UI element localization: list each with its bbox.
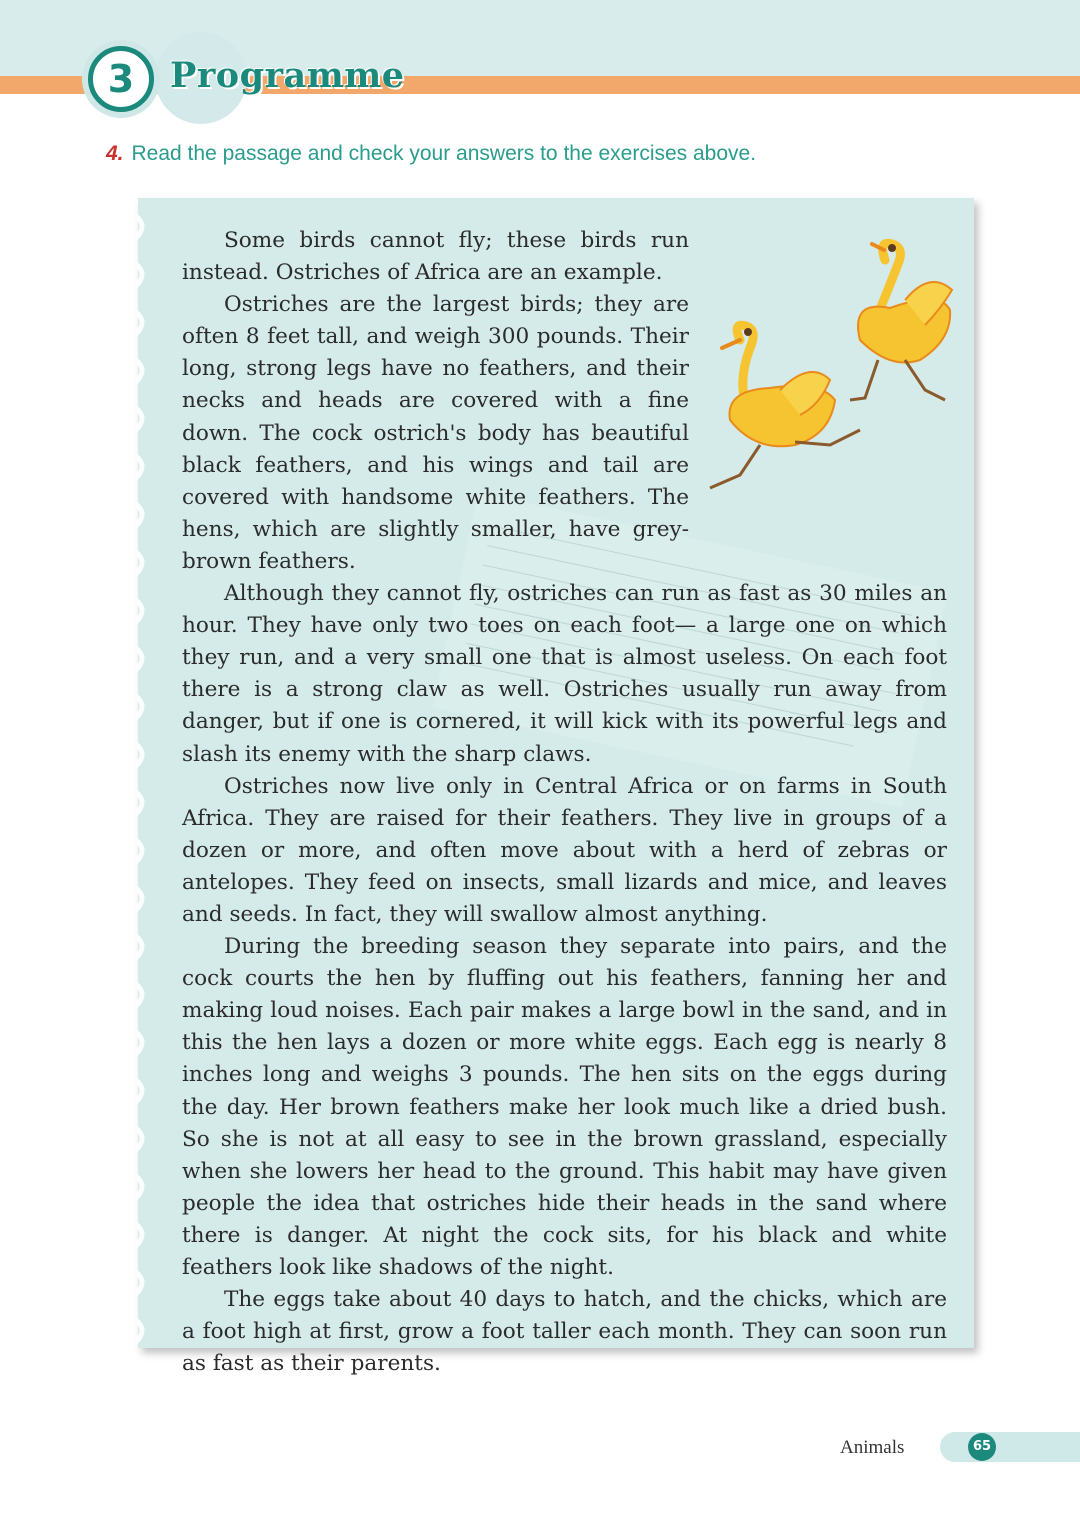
page-number: 65 bbox=[968, 1433, 996, 1461]
exercise-instruction bbox=[106, 142, 756, 166]
footer-bar bbox=[940, 1432, 1080, 1462]
passage-paragraph: Ostriches now live only in Central Africa or on farms in South Africa. They are raised for their feathers. They live in groups of a dozen or more, and often move about with a herd of zebras or antelopes. They feed on insects, small lizards and mice, and leaves and seeds. In fact, they will swallow almost anything. bbox=[182, 773, 947, 927]
unit-number-badge: 3 bbox=[88, 46, 154, 112]
exercise-instruction-text: Read the passage and check your answers to the exercises above. bbox=[131, 142, 757, 165]
passage-paragraph: Although they cannot fly, ostriches can run as fast as 30 miles an hour. They have only two toes on each foot— a large one on which they run, and a very small one that is almost useless. On each foot there is a strong claw as well. Ostriches usually run away from danger, but if one is cornered, it will kick with its powerful legs and slash its enemy with the sharp claws. bbox=[182, 581, 947, 767]
passage-paragraph: Ostriches are the largest birds; they are often 8 feet tall, and weigh 300 pounds. Their long, strong legs have no feathers, and their necks and heads are covered with a fine down. The cock ostrich's body has beautiful black feathers, and his wings and tail are covered with handsome white feathers. The hens, which are slightly smaller, have grey-brown feathers. bbox=[182, 292, 689, 574]
exercise-number: 4. bbox=[106, 142, 124, 165]
illustration-spacer bbox=[689, 225, 947, 515]
passage-paragraph: The eggs take about 40 days to hatch, and the chicks, which are a foot high at first, grow a foot taller each month. They can soon run as fast as their parents. bbox=[182, 1287, 947, 1377]
binder-rings bbox=[128, 198, 158, 1348]
passage-paragraph: During the breeding season they separate into pairs, and the cock courts the hen by fluffing out his feathers, fanning her and making loud noises. Each pair makes a large bowl in the sand, and in this the hen lays a dozen or more white eggs. Each egg is nearly 8 inches long and weighs 3 pounds. The hen sits on the eggs during the day. Her brown feathers make her look much like a dried bush. So she is not at all easy to see in the brown grassland, especially when she lowers her head to the ground. This habit may have given people the idea that ostriches hide their heads in the sand where there is danger. At night the cock sits, for his black and white feathers look like shadows of the night. bbox=[182, 934, 947, 1280]
ostrich-passage bbox=[182, 225, 947, 1380]
passage-paragraph: Some birds cannot fly; these birds run instead. Ostriches of Africa are an example. bbox=[182, 228, 689, 286]
footer-unit-label: Animals bbox=[840, 1437, 905, 1458]
section-title: Programme bbox=[170, 55, 405, 96]
